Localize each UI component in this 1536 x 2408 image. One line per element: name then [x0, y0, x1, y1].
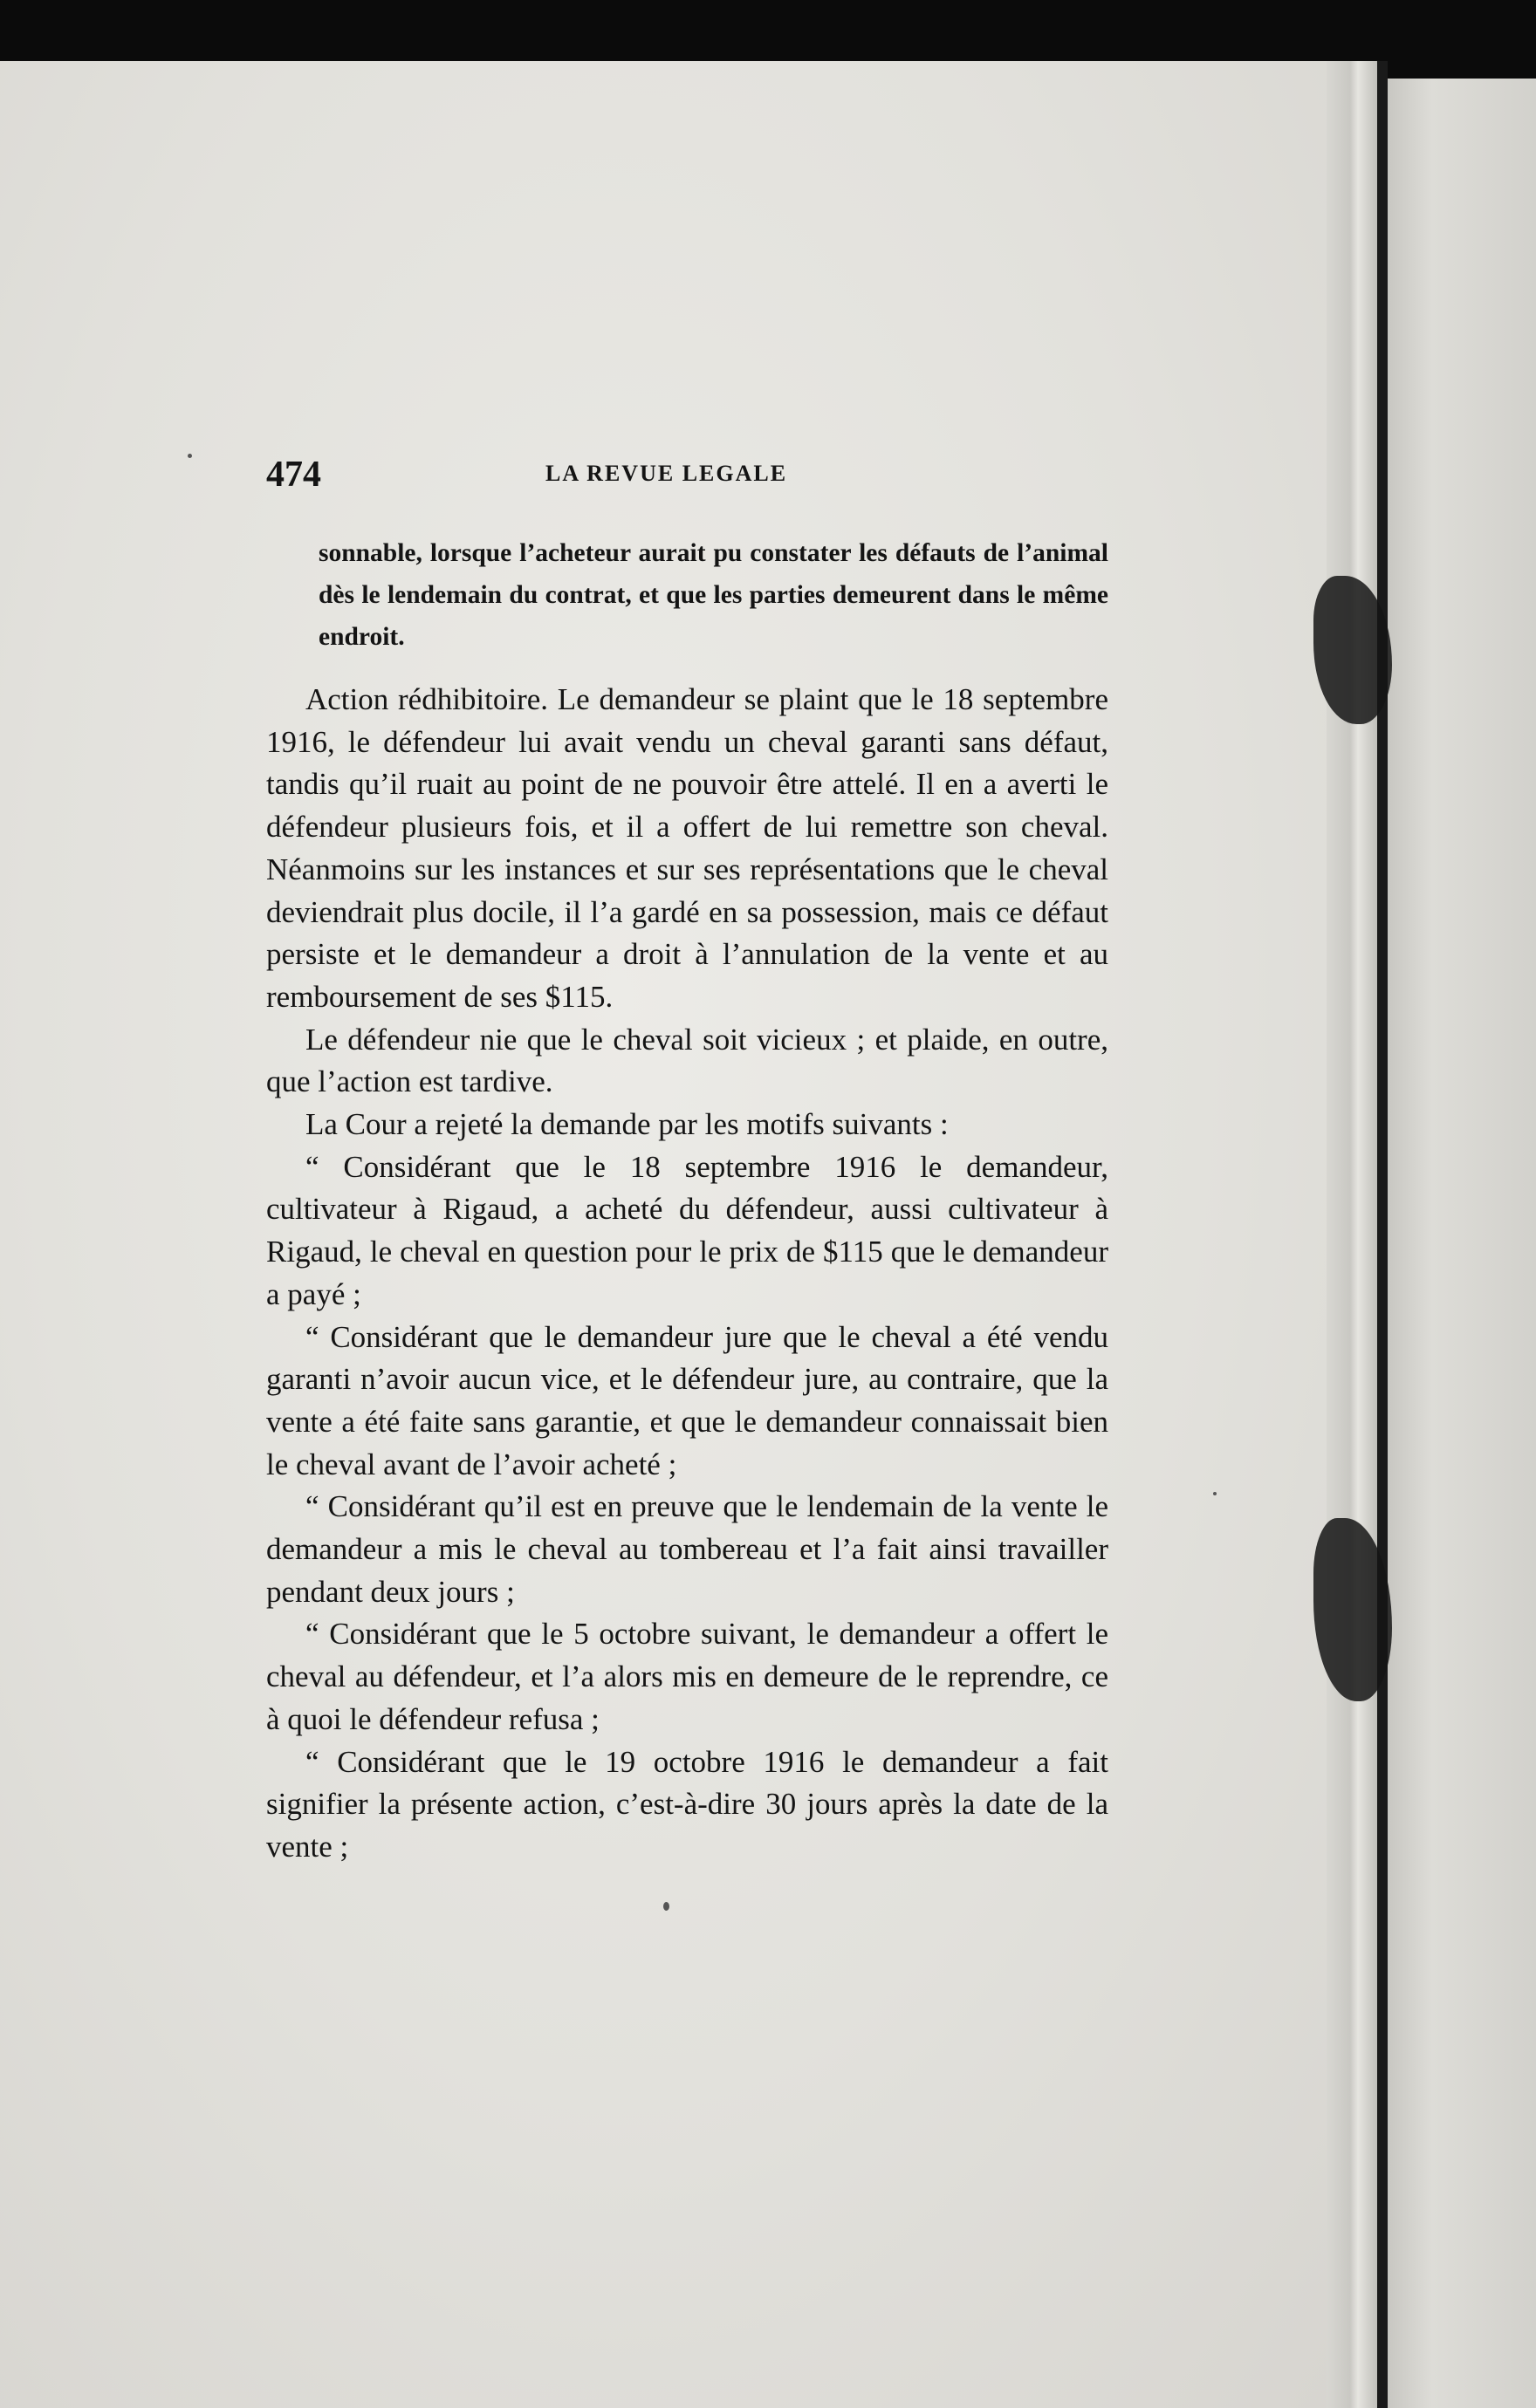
- paragraph: “ Considérant que le demandeur jure que le cheval a été vendu garanti n’avoir aucun vice, et le défendeur jure, au contraire, que la vente a été faite sans garantie, et que le demandeur connaissait bien le cheval avant de l’avoir acheté ;: [266, 1319, 1108, 1481]
- ink-speck: [188, 454, 192, 458]
- ink-speck: [1213, 1492, 1217, 1495]
- paragraph: Le défendeur nie que le cheval soit vicieux ; et plaide, en outre, que l’action est tardive.: [266, 1022, 1108, 1099]
- body-text: [266, 679, 1108, 1869]
- page-number: 474: [266, 455, 321, 495]
- paragraph: “ Considérant que le 18 septembre 1916 le demandeur, cultivateur à Rigaud, a acheté du défendeur, aussi cultivateur à Rigaud, le cheval en question pour le prix de $115 que le demandeur a payé ;: [266, 1149, 1108, 1311]
- book-page: [0, 61, 1375, 2408]
- headnote: sonnable, lorsque l’acheteur aurait pu constater les défauts de l’animal dès le lendemain du contrat, et que les parties demeurent dans le même endroit.: [319, 539, 1108, 651]
- journal-title: LA REVUE LEGALE: [545, 461, 788, 486]
- paragraph: Action rédhibitoire. Le demandeur se plaint que le 18 septembre 1916, le défendeur lui avait vendu un cheval garanti sans défaut, tandis qu’il ruait au point de ne pouvoir être attelé. Il en a averti le défendeur plusieurs fois, et il a offert de lui remettre son cheval. Néanmoins sur les instances et sur ses représentations que le cheval deviendrait plus docile, il l’a gardé en sa possession, mais ce défaut persiste et le demandeur a droit à l’annulation de la vente et au remboursement de ses $115.: [266, 682, 1108, 1014]
- paragraph: “ Considérant que le 5 octobre suivant, le demandeur a offert le cheval au défendeur, et l’a alors mis en demeure de le reprendre, ce à quoi le défendeur refusa ;: [266, 1617, 1108, 1736]
- paragraph: “ Considérant que le 19 octobre 1916 le demandeur a fait signifier la présente action, c’est-à-dire 30 jours après la date de la vente ;: [266, 1744, 1108, 1864]
- running-head: [266, 454, 1108, 496]
- paragraph: “ Considérant qu’il est en preuve que le lendemain de la vente le demandeur a mis le cheval au tombereau et l’a fait ainsi travailler pendant deux jours ;: [266, 1489, 1108, 1609]
- opposite-page-edge: [1388, 79, 1536, 2408]
- binding-gutter: [1377, 61, 1388, 2408]
- paragraph: La Cour a rejeté la demande par les motifs suivants :: [305, 1107, 949, 1142]
- page-edge: [1327, 61, 1379, 2408]
- ink-speck: [663, 1902, 669, 1911]
